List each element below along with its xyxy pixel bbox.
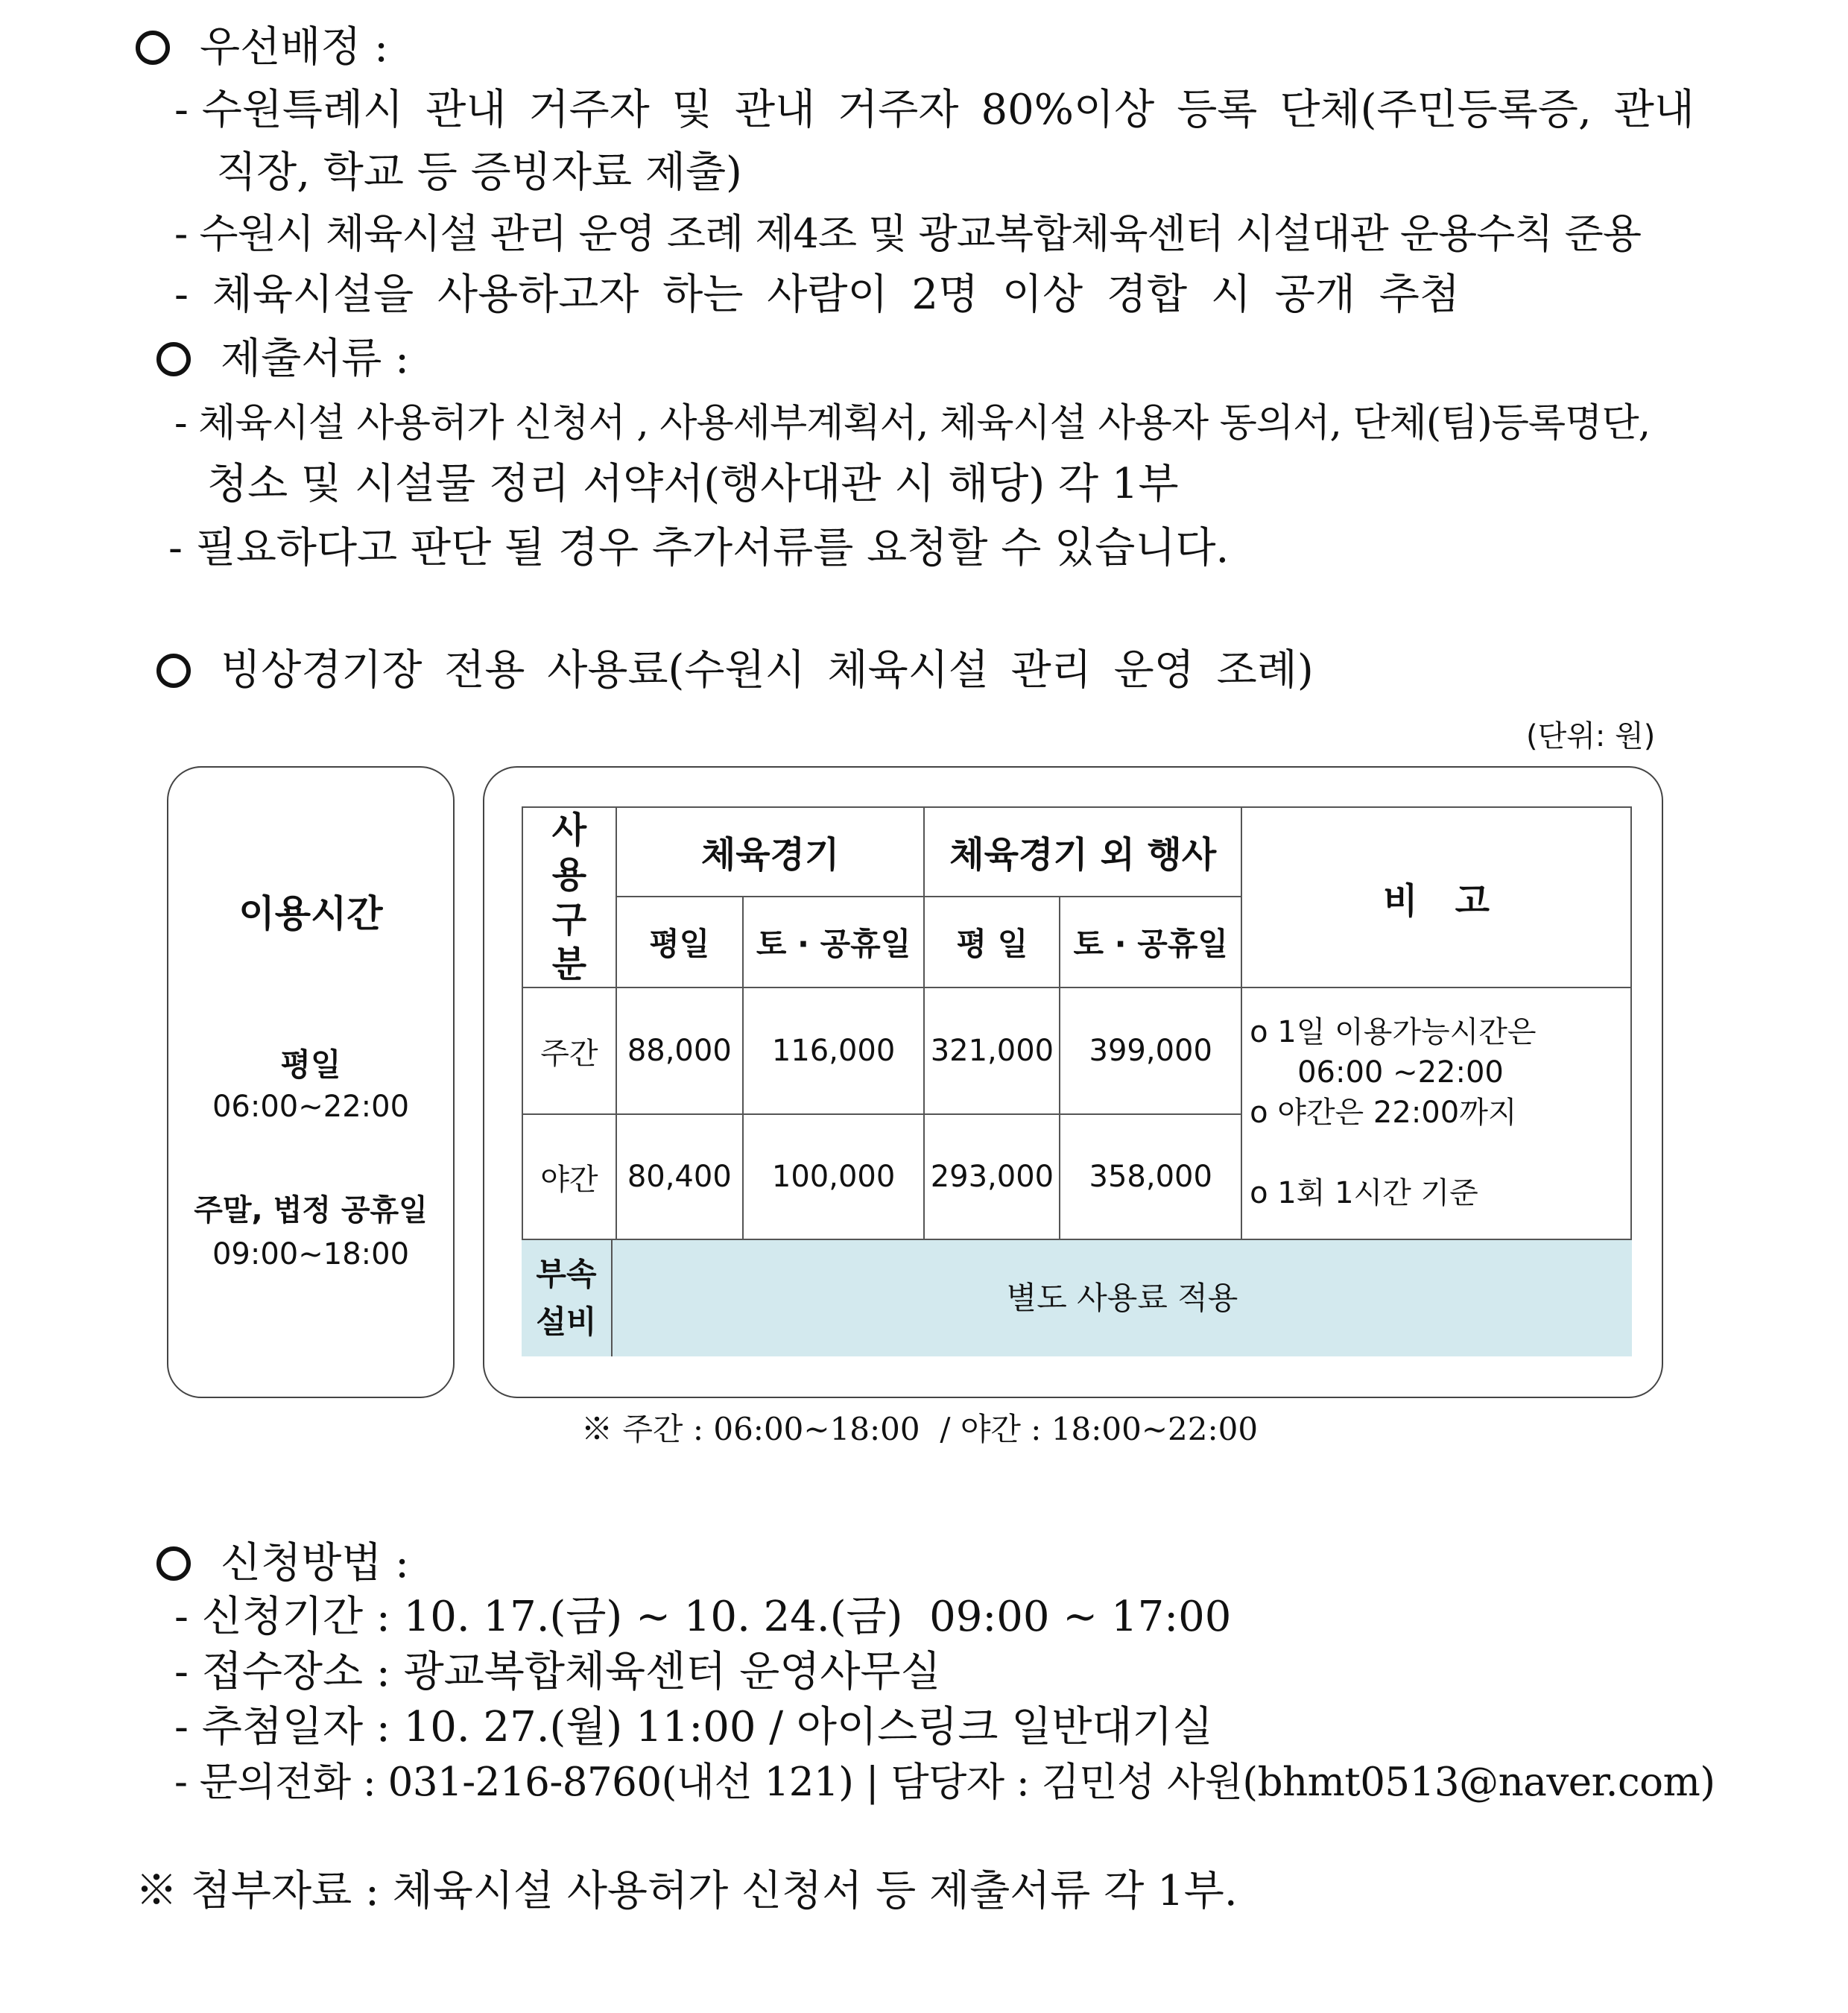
apply-period: - 신청기간 : 10. 17.(금) ~ 10. 24.(금) 09:00 ~ 17:00 [174, 1593, 1232, 1641]
cell-value: 116,000 [743, 987, 925, 1114]
sub-holiday: 토 · 공휴일 [743, 897, 925, 987]
hours-weekend-label: 주말, 법정 공휴일 [194, 1193, 428, 1227]
cell-value: 321,000 [924, 987, 1060, 1114]
row-label: 주간 [522, 987, 616, 1114]
hours-weekday-label: 평일 [280, 1046, 341, 1083]
circle-bullet-icon [156, 654, 191, 688]
apply-place: - 접수장소 : 광교복합체육센터 운영사무실 [174, 1648, 941, 1696]
priority-item-3: - 체육시설을 사용하고자 하는 사람이 2명 이상 경합 시 공개 추첨 [174, 271, 1460, 319]
apply-heading: 신청방법 : [156, 1534, 409, 1593]
documents-heading: 제출서류 : [156, 329, 409, 389]
cell-value: 80,400 [616, 1114, 743, 1239]
fee-table [522, 806, 1632, 1240]
apply-contact: - 문의전화 : 031-216-8760(내선 121) | 담당자 : 김민성 사원(bhmt0513@naver.com) [174, 1760, 1715, 1805]
cell-value: 358,000 [1060, 1114, 1241, 1239]
fee-footnote: ※ 주간 : 06:00~18:00 / 야간 : 18:00~22:00 [581, 1411, 1259, 1447]
col-nonsports: 체육경기 외 행사 [924, 807, 1241, 897]
table-row [522, 987, 1631, 1114]
priority-heading: 우선배정 : [136, 18, 388, 78]
row-label: 야간 [522, 1114, 616, 1239]
priority-item-1-line-1: - 수원특례시 관내 거주자 및 관내 거주자 80%이상 등록 단체(주민등록증, 관내 [174, 86, 1694, 134]
apply-draw: - 추첨일자 : 10. 27.(월) 11:00 / 아이스링크 일반대기실 [174, 1703, 1213, 1751]
hours-weekday-time: 06:00~22:00 [212, 1090, 410, 1124]
remarks-line: o 1일 이용가능시간은 [1250, 1015, 1537, 1049]
circle-bullet-icon [136, 31, 170, 65]
hours-box [167, 766, 455, 1398]
circle-bullet-icon [156, 1546, 191, 1581]
priority-item-2: - 수원시 체육시설 관리 운영 조례 제4조 및 광교복합체육센터 시설대관 운용수칙 준용 [174, 210, 1641, 257]
col-sports: 체육경기 [616, 807, 925, 897]
cell-value: 399,000 [1060, 987, 1241, 1114]
extra-equipment-bar [522, 1240, 1632, 1356]
remarks-line: o 1회 1시간 기준 [1250, 1176, 1478, 1210]
col-usage: 사용 구분 [522, 807, 616, 987]
sub-weekday: 평일 [616, 897, 743, 987]
documents-item-2: - 필요하다고 판단 될 경우 추가서류를 요청할 수 있습니다. [168, 524, 1230, 572]
sub-holiday-2: 토 · 공휴일 [1060, 897, 1241, 987]
col-remarks: 비 고 [1241, 807, 1631, 987]
remarks-line: 06:00 ~22:00 [1297, 1055, 1504, 1090]
cell-value: 293,000 [924, 1114, 1060, 1239]
extra-value: 별도 사용료 적용 [1006, 1280, 1238, 1316]
cell-value: 100,000 [743, 1114, 925, 1239]
extra-label: 부속 설비 [522, 1240, 613, 1356]
documents-item-1-line-2: 청소 및 시설물 정리 서약서(행사대관 시 해당) 각 1부 [207, 460, 1179, 508]
priority-item-1-line-2: 직장, 학교 등 증빙자료 제출) [216, 148, 742, 197]
attachment-line: ※ 첨부자료 : 체육시설 사용허가 신청서 등 제출서류 각 1부. [136, 1867, 1238, 1915]
remarks-line: o 야간은 22:00까지 [1250, 1096, 1517, 1130]
sub-weekday-2: 평 일 [924, 897, 1060, 987]
cell-value: 88,000 [616, 987, 743, 1114]
remarks-line [1250, 1133, 1621, 1173]
hours-title: 이용시간 [238, 892, 383, 935]
unit-label: (단위: 원) [1526, 719, 1656, 753]
hours-weekend-time: 09:00~18:00 [212, 1237, 410, 1271]
circle-bullet-icon [156, 342, 191, 376]
remarks-cell [1241, 987, 1631, 1239]
fee-heading: 빙상경기장 전용 사용료(수원시 체육시설 관리 운영 조례) [156, 641, 1314, 701]
documents-item-1-line-1: - 체육시설 사용허가 신청서 , 사용세부계획서, 체육시설 사용자 동의서, 단체(팀)등록명단, [174, 401, 1651, 446]
